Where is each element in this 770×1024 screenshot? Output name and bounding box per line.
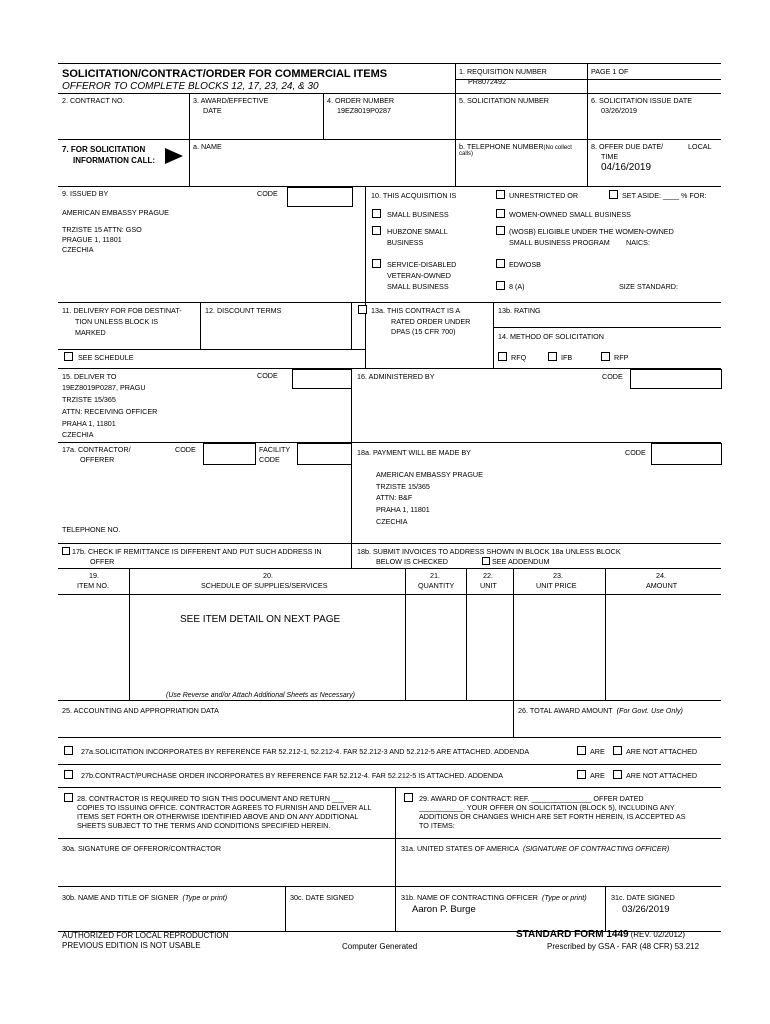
telephone-label: b. TELEPHONE NUMBER(No collect — [459, 142, 572, 151]
col-quantity-header: QUANTITY — [418, 581, 455, 590]
form-title: SOLICITATION/CONTRACT/ORDER FOR COMMERCIAL ITEMS — [62, 68, 388, 80]
requisition-value: PR8072492 — [468, 77, 506, 86]
page-label: PAGE 1 OF — [591, 67, 629, 76]
28-text-line-3: ITEMS SET FORTH OR OTHERWISE IDENTIFIED ABOVE AND ON ANY ADDITIONAL — [77, 812, 359, 821]
naics-label: NAICS: — [626, 238, 650, 247]
col-22-number: 22. — [483, 571, 493, 580]
rfp-label: RFP — [614, 353, 629, 362]
edwosb-checkbox[interactable] — [496, 259, 505, 268]
payment-line-2: TRZISTE 15/365 — [376, 482, 430, 491]
small-business-checkbox[interactable] — [372, 209, 381, 218]
submit-invoices-label: 18b. SUBMIT INVOICES TO ADDRESS SHOWN IN BLOCK 18a UNLESS BLOCK — [357, 547, 621, 556]
sdvosb-label-2: VETERAN-OWNED — [387, 271, 451, 280]
see-item-detail-text: SEE ITEM DETAIL ON NEXT PAGE — [180, 614, 341, 625]
issued-by-code-label: CODE — [257, 189, 278, 198]
administered-by-label: 16. ADMINISTERED BY — [357, 372, 435, 381]
form-subtitle: OFFEROR TO COMPLETE BLOCKS 12, 17, 23, 24, & 30 — [62, 81, 319, 92]
wosb-checkbox[interactable] — [496, 209, 505, 218]
delivery-fob-label: 11. DELIVERY FOR FOB DESTINAT- — [62, 306, 182, 315]
wosb-eligible-label-2: SMALL BUSINESS PROGRAM — [509, 238, 610, 247]
27b-text: 27b.CONTRACT/PURCHASE ORDER INCORPORATES BY REFERENCE FAR 52.212-4. FAR 52.212-5 IS ATTACHED. ADDENDA — [81, 771, 504, 780]
28-checkbox[interactable] — [64, 793, 73, 802]
unrestricted-label: UNRESTRICTED OR — [509, 191, 579, 200]
rfq-label: RFQ — [511, 353, 527, 362]
see-addendum-checkbox[interactable] — [482, 557, 490, 565]
8a-checkbox[interactable] — [496, 281, 505, 290]
hubzone-checkbox[interactable] — [372, 226, 381, 235]
27a-text: 27a.SOLICITATION INCORPORATES BY REFERENCE FAR 52.212-1, 52.212-4. FAR 52.212-3 AND 52.212-5 ARE ATTACHED. ADDENDA — [81, 747, 530, 756]
see-schedule-label: SEE SCHEDULE — [78, 353, 134, 362]
deliver-to-label: 15. DELIVER TO — [62, 372, 117, 381]
hubzone-label: HUBZONE SMALL — [387, 227, 448, 236]
deliver-to-line-1: 19EZ8019P0287, PRAGU — [62, 383, 146, 392]
wosb-label: WOMEN-OWNED SMALL BUSINESS — [509, 210, 631, 219]
27a-are-label: ARE — [590, 747, 605, 756]
rated-order-checkbox[interactable] — [358, 305, 367, 314]
submit-invoices-label-2: BELOW IS CHECKED — [376, 557, 448, 566]
contract-no-label: 2. CONTRACT NO. — [62, 96, 125, 105]
remittance-label-2: OFFER — [90, 557, 115, 566]
standard-form-label: STANDARD FORM 1449 (REV. 02/2012) — [516, 929, 686, 940]
27a-checkbox[interactable] — [64, 746, 73, 755]
offeror-signature-label: 30a. SIGNATURE OF OFFEROR/CONTRACTOR — [62, 844, 222, 853]
27b-are-not-checkbox[interactable] — [613, 770, 622, 779]
contractor-label: 17a. CONTRACTOR/ — [62, 445, 131, 454]
administered-by-code-label: CODE — [602, 372, 623, 381]
deliver-to-line-2: TRZISTE 15/365 — [62, 395, 116, 404]
payment-by-label: 18a. PAYMENT WILL BE MADE BY — [357, 448, 471, 457]
local-reproduction-text: AUTHORIZED FOR LOCAL REPRODUCTION — [62, 931, 229, 940]
arrow-right-icon — [165, 148, 183, 164]
payment-line-4: PRAHA 1, 11801 — [376, 505, 430, 514]
wosb-eligible-checkbox[interactable] — [496, 226, 505, 235]
delivery-fob-label-2: TION UNLESS BLOCK IS — [75, 317, 159, 326]
ifb-checkbox[interactable] — [548, 352, 557, 361]
rated-order-label-3: DPAS (15 CFR 700) — [391, 327, 456, 336]
col-20-number: 20. — [263, 571, 273, 580]
27a-are-checkbox[interactable] — [577, 746, 586, 755]
payment-line-1: AMERICAN EMBASSY PRAGUE — [376, 470, 483, 479]
offeror-date-signed-label: 30c. DATE SIGNED — [290, 893, 354, 902]
col-24-number: 24. — [656, 571, 666, 580]
8a-label: 8 (A) — [509, 282, 525, 291]
size-standard-label: SIZE STANDARD: — [619, 282, 678, 291]
issue-date-label: 6. SOLICITATION ISSUE DATE — [591, 96, 693, 105]
deliver-to-line-4: PRAHA 1, 11801 — [62, 419, 116, 428]
ifb-label: IFB — [561, 353, 573, 362]
27b-checkbox[interactable] — [64, 770, 73, 779]
col-amount-header: AMOUNT — [646, 581, 678, 590]
accounting-label: 25. ACCOUNTING AND APPROPRIATION DATA — [62, 706, 219, 715]
edwosb-label: EDWOSB — [509, 260, 541, 269]
payment-line-3: ATTN: B&F — [376, 493, 413, 502]
method-label: 14. METHOD OF SOLICITATION — [498, 332, 604, 341]
payment-code-label: CODE — [625, 448, 646, 457]
27a-are-not-checkbox[interactable] — [613, 746, 622, 755]
award-date-label-2: DATE — [203, 106, 222, 115]
signer-name-label: 30b. NAME AND TITLE OF SIGNER (Type or print) — [62, 893, 228, 902]
issued-by-label: 9. ISSUED BY — [62, 189, 109, 198]
unrestricted-checkbox[interactable] — [496, 190, 505, 199]
remittance-checkbox[interactable] — [62, 547, 70, 555]
col-19-number: 19. — [89, 571, 99, 580]
col-unit-header: UNIT — [480, 581, 497, 590]
order-number-label: 4. ORDER NUMBER — [327, 96, 395, 105]
rfp-checkbox[interactable] — [601, 352, 610, 361]
rated-order-label-2: RATED ORDER UNDER — [391, 317, 471, 326]
issued-by-line-3: TRZISTE 15 ATTN: GSO — [62, 225, 142, 234]
telephone-note: calls) — [459, 151, 474, 157]
telephone-no-label: TELEPHONE NO. — [62, 525, 121, 534]
col-21-number: 21. — [430, 571, 440, 580]
delivery-fob-label-3: MARKED — [75, 328, 106, 337]
deliver-to-line-5: CZECHIA — [62, 430, 94, 439]
contracting-officer-name: Aaron P. Burge — [412, 904, 476, 915]
sdvosb-label-3: SMALL BUSINESS — [387, 282, 449, 291]
27b-are-label: ARE — [590, 771, 605, 780]
prescribed-by-text: Prescribed by GSA - FAR (48 CFR) 53.212 — [547, 942, 700, 951]
offer-due-local-label: LOCAL — [688, 142, 712, 151]
contractor-label-2: OFFERER — [80, 455, 115, 464]
sdvosb-label: SERVICE-DISABLED — [387, 260, 457, 269]
col-23-number: 23. — [553, 571, 563, 580]
hubzone-label-2: BUSINESS — [387, 238, 424, 247]
deliver-to-code-label: CODE — [257, 371, 278, 380]
29-text-line-4: TO ITEMS: — [419, 821, 455, 830]
requisition-label: 1. REQUISITION NUMBER — [459, 67, 547, 76]
award-date-label: 3. AWARD/EFFECTIVE — [193, 96, 269, 105]
28-text-line-4: SHEETS SUBJECT TO THE TERMS AND CONDITIONS SPECIFIED HEREIN. — [77, 821, 331, 830]
offer-due-date-value: 04/16/2019 — [601, 162, 652, 173]
remittance-label: 17b. CHECK IF REMITTANCE IS DIFFERENT AND PUT SUCH ADDRESS IN — [72, 547, 322, 556]
issue-date-value: 03/26/2019 — [601, 106, 637, 115]
sdvosb-checkbox[interactable] — [372, 259, 381, 268]
set-aside-checkbox[interactable] — [609, 190, 618, 199]
payment-line-5: CZECHIA — [376, 517, 408, 526]
contracting-officer-label: 31b. NAME OF CONTRACTING OFFICER (Type or print) — [401, 893, 587, 902]
rfq-checkbox[interactable] — [498, 352, 507, 361]
acquisition-label: 10. THIS ACQUISITION IS — [371, 191, 457, 200]
27b-are-checkbox[interactable] — [577, 770, 586, 779]
offer-due-time-label: TIME — [601, 152, 619, 161]
information-call-label: INFORMATION CALL: — [73, 156, 156, 165]
officer-date-signed-label: 31c. DATE SIGNED — [611, 893, 675, 902]
29-text-line-2: ___________. YOUR OFFER ON SOLICITATION (BLOCK 5), INCLUDING ANY — [419, 803, 675, 812]
facility-code-label: FACILITY — [259, 445, 291, 454]
col-item-no-header: ITEM NO. — [77, 581, 109, 590]
29-checkbox[interactable] — [404, 793, 413, 802]
29-text-line-1: 29. AWARD OF CONTRACT: REF. _______________ OFFER DATED — [419, 794, 644, 803]
issued-by-line-4: PRAGUE 1, 11801 — [62, 235, 122, 244]
col-schedule-header: SCHEDULE OF SUPPLIES/SERVICES — [201, 581, 328, 590]
28-text-line-2: COPIES TO ISSUING OFFICE. CONTRACTOR AGREES TO FURNISH AND DELIVER ALL — [77, 803, 372, 812]
discount-terms-label: 12. DISCOUNT TERMS — [205, 306, 282, 315]
rated-order-label: 13a. THIS CONTRACT IS A — [371, 306, 461, 315]
officer-date-signed-value: 03/26/2019 — [622, 904, 670, 915]
usa-signature-label: 31a. UNITED STATES OF AMERICA (SIGNATURE OF CONTRACTING OFFICER) — [401, 844, 670, 853]
rating-label: 13b. RATING — [498, 306, 541, 315]
previous-edition-text: PREVIOUS EDITION IS NOT USABLE — [62, 941, 201, 950]
facility-code-label-2: CODE — [259, 455, 280, 464]
order-number-value: 19EZ8019P0287 — [337, 106, 391, 115]
solicitation-number-label: 5. SOLICITATION NUMBER — [459, 96, 549, 105]
set-aside-label: SET ASIDE: ____ % FOR: — [622, 191, 707, 200]
see-addendum-label: SEE ADDENDUM — [492, 557, 550, 566]
for-solicitation-label: 7. FOR SOLICITATION — [62, 145, 146, 154]
offer-due-label: 8. OFFER DUE DATE/ — [591, 142, 664, 151]
name-label: a. NAME — [193, 142, 222, 151]
col-unit-price-header: UNIT PRICE — [536, 581, 577, 590]
see-schedule-checkbox[interactable] — [64, 352, 73, 361]
issued-by-line-5: CZECHIA — [62, 245, 94, 254]
issued-by-line-1: AMERICAN EMBASSY PRAGUE — [62, 208, 169, 217]
27a-are-not-label: ARE NOT ATTACHED — [626, 747, 698, 756]
wosb-eligible-label: (WOSB) ELIGIBLE UNDER THE WOMEN-OWNED — [509, 227, 674, 236]
small-business-label: SMALL BUSINESS — [387, 210, 449, 219]
29-text-line-3: ADDITIONS OR CHANGES WHICH ARE SET FORTH HEREIN, IS ACCEPTED AS — [419, 812, 686, 821]
total-award-label: 26. TOTAL AWARD AMOUNT (For Govt. Use Only) — [518, 706, 683, 715]
deliver-to-line-3: ATTN: RECEIVING OFFICER — [62, 407, 158, 416]
computer-generated-text: Computer Generated — [342, 942, 418, 951]
27b-are-not-label: ARE NOT ATTACHED — [626, 771, 698, 780]
contractor-code-label: CODE — [175, 445, 196, 454]
additional-sheets-note: (Use Reverse and/or Attach Additional Sheets as Necessary) — [166, 692, 355, 699]
28-text-line-1: 28. CONTRACTOR IS REQUIRED TO SIGN THIS DOCUMENT AND RETURN ___ — [77, 794, 344, 803]
